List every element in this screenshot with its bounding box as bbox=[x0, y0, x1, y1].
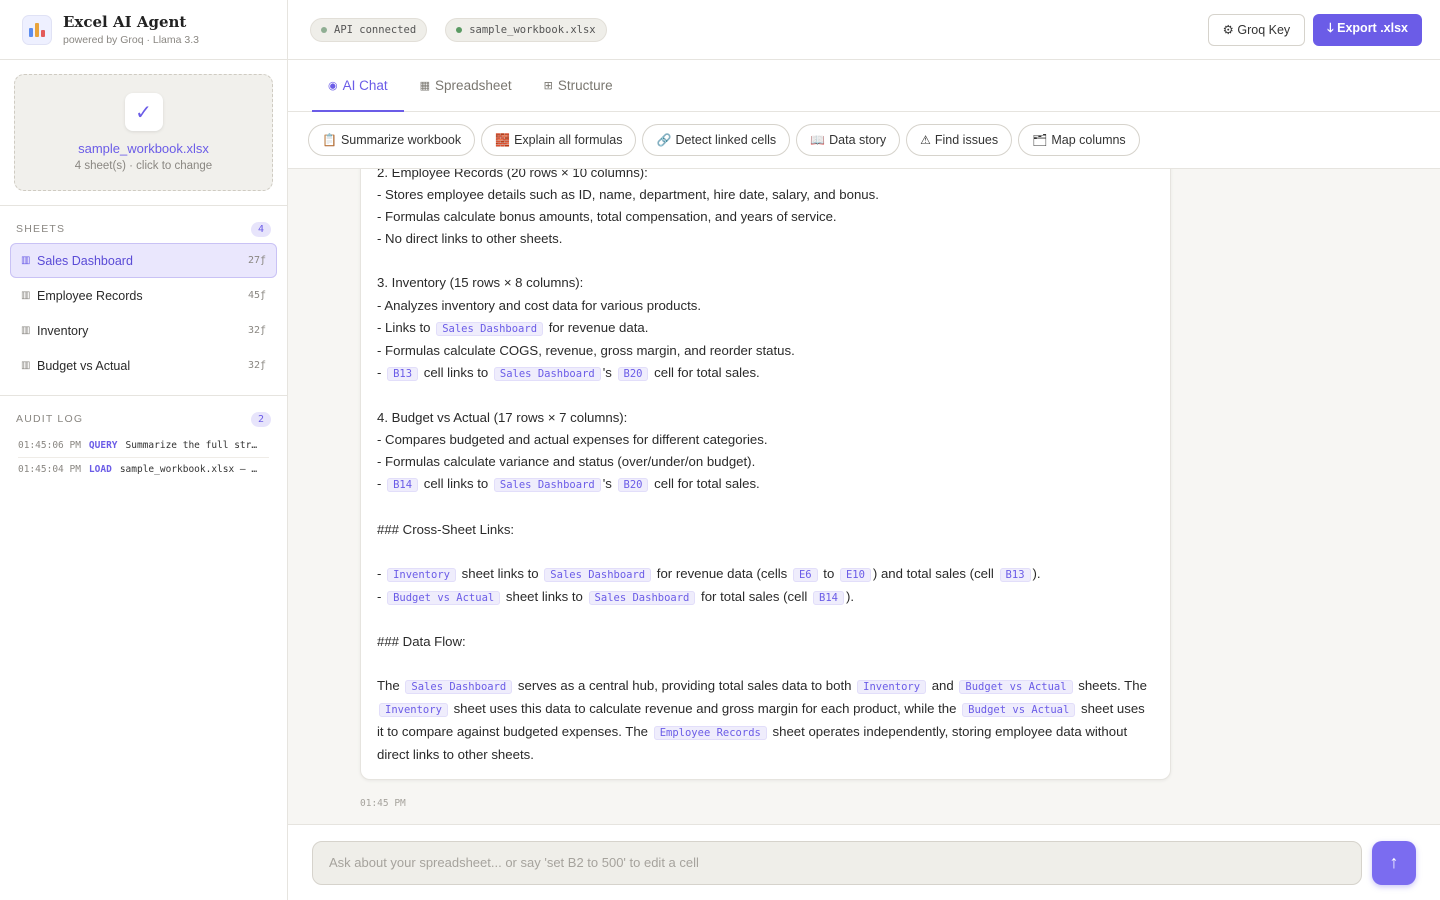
chat-input[interactable] bbox=[312, 841, 1362, 885]
message-line: - No direct links to other sheets. bbox=[377, 231, 563, 247]
message-line: ### Cross-Sheet Links: bbox=[377, 521, 515, 537]
sheet-item-inventory[interactable] bbox=[10, 313, 277, 348]
audit-type: QUERY bbox=[88, 439, 118, 451]
text: cell links to bbox=[423, 476, 489, 492]
quick-actions-bar bbox=[288, 112, 1440, 169]
composer bbox=[288, 824, 1440, 900]
code-ref: B20 bbox=[618, 367, 649, 381]
text: (20 rows × 10 columns): bbox=[503, 169, 648, 180]
chart-logo-icon bbox=[22, 15, 52, 45]
warning-icon: ⚠ bbox=[920, 133, 931, 147]
blank-line bbox=[377, 541, 1154, 563]
topbar bbox=[288, 0, 1440, 60]
audit-message: sample_workbook.xlsx — … bbox=[119, 464, 258, 475]
text: and bbox=[931, 678, 954, 694]
text: ). bbox=[1032, 565, 1041, 581]
chip-summarize-workbook[interactable] bbox=[308, 124, 475, 156]
brand-header bbox=[0, 0, 287, 60]
audit-time: 01:45:06 PM bbox=[18, 439, 81, 451]
text: 's bbox=[602, 364, 612, 380]
blank-line bbox=[377, 385, 1154, 407]
blank-line bbox=[377, 609, 1154, 631]
tab-spreadsheet[interactable] bbox=[404, 60, 528, 112]
api-status-pill bbox=[310, 18, 427, 42]
radio-icon: ◉ bbox=[328, 79, 338, 92]
code-ref: Sales Dashboard bbox=[544, 568, 651, 582]
chip-find-issues[interactable] bbox=[906, 124, 1012, 156]
file-pill bbox=[445, 18, 606, 42]
message-line bbox=[377, 169, 1154, 184]
code-ref: Sales Dashboard bbox=[494, 367, 601, 381]
sheet-item-budget-vs-actual[interactable] bbox=[10, 348, 277, 383]
text: 's bbox=[602, 476, 612, 492]
book-icon: 📖 bbox=[810, 133, 826, 147]
table-icon: ▦ bbox=[419, 79, 431, 92]
text: 4. bbox=[377, 410, 392, 426]
chip-explain-formulas[interactable] bbox=[481, 124, 636, 156]
message-line bbox=[377, 317, 1154, 340]
text: sheet operates independently, storing employee data without direct links to other sheets. bbox=[377, 724, 1128, 763]
status-dot-icon bbox=[321, 27, 327, 33]
message-line bbox=[377, 362, 1154, 385]
chip-map-columns[interactable] bbox=[1018, 124, 1140, 156]
brand-text bbox=[63, 13, 199, 46]
code-ref: Inventory bbox=[387, 568, 456, 582]
groq-key-button[interactable]: ⚙ Groq Key bbox=[1208, 14, 1305, 46]
chip-label: Data story bbox=[829, 133, 887, 147]
structure-icon: ⊞ bbox=[543, 79, 553, 92]
code-ref: Sales Dashboard bbox=[436, 322, 543, 336]
sheet-name: Inventory bbox=[37, 323, 89, 338]
bold-text: Employee Records bbox=[391, 169, 504, 180]
text: ). bbox=[845, 588, 855, 604]
main-panel bbox=[288, 0, 1440, 900]
text: 3. bbox=[377, 275, 392, 291]
grid-icon: ▥ bbox=[21, 360, 31, 371]
grid-icon: ▥ bbox=[21, 325, 31, 336]
text: - Links to bbox=[377, 319, 431, 335]
blank-line bbox=[377, 250, 1154, 272]
message-line: - Formulas calculate variance and status (over/under/on budget). bbox=[377, 454, 756, 470]
sidebar bbox=[0, 0, 288, 900]
tab-ai-chat[interactable] bbox=[312, 60, 404, 112]
send-button[interactable] bbox=[1372, 841, 1416, 885]
bold-text: Inventory bbox=[391, 275, 446, 291]
sheet-name: Budget vs Actual bbox=[37, 358, 131, 373]
sheet-name: Sales Dashboard bbox=[37, 253, 133, 268]
tab-label: Structure bbox=[557, 77, 613, 93]
upload-filename: sample_workbook.xlsx bbox=[78, 141, 209, 156]
text: cell for total sales. bbox=[654, 364, 760, 380]
code-ref: Sales Dashboard bbox=[494, 478, 601, 492]
text: sheet uses it to compare against budgeted expenses. The bbox=[377, 701, 1145, 740]
grid-icon: ▥ bbox=[21, 255, 31, 266]
text: The bbox=[377, 678, 400, 694]
text: for revenue data. bbox=[548, 319, 649, 335]
text: (15 rows × 8 columns): bbox=[445, 275, 584, 291]
sheet-item-sales-dashboard[interactable] bbox=[10, 243, 277, 278]
audit-log-section bbox=[0, 396, 287, 481]
code-ref: B13 bbox=[1000, 568, 1031, 582]
chip-data-story[interactable] bbox=[796, 124, 900, 156]
audit-list bbox=[0, 433, 287, 481]
export-xlsx-button[interactable]: 🡓 Export .xlsx bbox=[1313, 14, 1422, 46]
chip-label: Map columns bbox=[1051, 133, 1126, 147]
audit-header bbox=[0, 409, 287, 429]
app-subtitle: powered by Groq · Llama 3.3 bbox=[63, 34, 199, 46]
message-line: - Stores employee details such as ID, name, department, hire date, salary, and bonus. bbox=[377, 187, 879, 203]
arrow-up-icon: ↑ bbox=[1389, 852, 1399, 872]
audit-entry bbox=[18, 457, 269, 481]
chip-label: Find issues bbox=[934, 133, 999, 147]
code-ref: Employee Records bbox=[654, 726, 767, 740]
code-ref: Sales Dashboard bbox=[405, 680, 512, 694]
message-line: - Analyzes inventory and cost data for various products. bbox=[377, 297, 701, 313]
text: - bbox=[377, 476, 382, 492]
text: (17 rows × 7 columns): bbox=[489, 410, 628, 426]
chat-area[interactable] bbox=[288, 169, 1440, 824]
text: sheet links to bbox=[461, 565, 539, 581]
formula-count: 32ƒ bbox=[247, 325, 266, 336]
code-ref: Budget vs Actual bbox=[387, 591, 500, 605]
message-timestamp: 01:45 PM bbox=[360, 798, 406, 809]
audit-entry bbox=[18, 433, 269, 457]
link-icon: 🔗 bbox=[656, 133, 672, 147]
sheet-item-employee-records[interactable] bbox=[10, 278, 277, 313]
text: - bbox=[377, 588, 382, 604]
chip-label: Summarize workbook bbox=[340, 133, 462, 147]
tab-label: Spreadsheet bbox=[435, 77, 512, 93]
tab-label: AI Chat bbox=[342, 77, 388, 93]
sheet-name: Employee Records bbox=[37, 288, 143, 303]
blank-line bbox=[377, 653, 1154, 675]
formula-count: 45ƒ bbox=[247, 290, 266, 301]
audit-count-badge: 2 bbox=[251, 412, 271, 427]
code-ref: E6 bbox=[793, 568, 818, 582]
code-ref: Inventory bbox=[857, 680, 926, 694]
status-dot-icon bbox=[456, 27, 462, 33]
audit-title: AUDIT LOG bbox=[16, 413, 84, 425]
text: 2. bbox=[377, 169, 392, 180]
code-ref: B20 bbox=[618, 478, 649, 492]
audit-message: Summarize the full str… bbox=[125, 439, 258, 451]
sheet-list bbox=[0, 243, 287, 383]
text: for revenue data (cells bbox=[656, 565, 788, 581]
code-ref: Budget vs Actual bbox=[959, 680, 1072, 694]
check-icon: ✓ bbox=[125, 93, 163, 131]
grid-icon: ▥ bbox=[21, 290, 31, 301]
audit-type: LOAD bbox=[88, 464, 112, 475]
code-ref: B14 bbox=[813, 591, 844, 605]
code-ref: Sales Dashboard bbox=[589, 591, 696, 605]
card-index-icon: 🗂 bbox=[1032, 133, 1048, 147]
sheets-section bbox=[0, 205, 287, 396]
message-line bbox=[377, 407, 1154, 429]
text: serves as a central hub, providing total sales data to both bbox=[517, 678, 852, 694]
message-line bbox=[377, 473, 1154, 496]
message-line: - Compares budgeted and actual expenses for different categories. bbox=[377, 432, 768, 448]
assistant-message bbox=[360, 169, 1171, 780]
code-ref: Budget vs Actual bbox=[962, 703, 1075, 717]
chip-detect-linked-cells[interactable] bbox=[642, 124, 790, 156]
chip-label: Explain all formulas bbox=[514, 133, 623, 147]
text: sheet links to bbox=[505, 588, 583, 604]
formula-count: 27ƒ bbox=[247, 255, 266, 266]
text: cell for total sales. bbox=[654, 476, 760, 492]
message-line bbox=[377, 272, 1154, 294]
api-status-text: API connected bbox=[334, 23, 417, 36]
bold-text: Budget vs Actual bbox=[391, 410, 490, 426]
code-ref: Inventory bbox=[379, 703, 448, 717]
file-pill-text: sample_workbook.xlsx bbox=[469, 23, 596, 36]
tab-structure[interactable] bbox=[528, 60, 629, 112]
code-ref: E10 bbox=[840, 568, 871, 582]
text: for total sales (cell bbox=[701, 588, 808, 604]
message-paragraph bbox=[377, 675, 1154, 766]
text: to bbox=[823, 565, 835, 581]
tab-bar bbox=[288, 60, 1440, 112]
message-line bbox=[377, 586, 1154, 609]
app-title: Excel AI Agent bbox=[63, 13, 187, 31]
message-line: - Formulas calculate bonus amounts, total compensation, and years of service. bbox=[377, 209, 837, 225]
code-ref: B14 bbox=[387, 478, 418, 492]
clipboard-icon: 📋 bbox=[322, 133, 337, 147]
text: sheet uses this data to calculate revenue and gross margin for each product, while the bbox=[453, 701, 957, 717]
sheets-count-badge: 4 bbox=[251, 222, 271, 237]
chip-label: Detect linked cells bbox=[675, 133, 777, 147]
upload-subtitle: 4 sheet(s) · click to change bbox=[74, 160, 213, 172]
text: cell links to bbox=[423, 364, 489, 380]
formula-count: 32ƒ bbox=[247, 360, 266, 371]
text: sheets. The bbox=[1078, 678, 1147, 694]
code-ref: B13 bbox=[387, 367, 418, 381]
message-line: - Formulas calculate COGS, revenue, gross margin, and reorder status. bbox=[377, 342, 795, 358]
file-upload-zone[interactable] bbox=[14, 74, 273, 191]
blank-line bbox=[377, 496, 1154, 518]
message-line bbox=[377, 563, 1154, 586]
audit-time: 01:45:04 PM bbox=[18, 464, 81, 475]
text: - bbox=[377, 364, 382, 380]
bricks-icon: 🧱 bbox=[495, 133, 511, 147]
sheets-header bbox=[0, 219, 287, 239]
sheets-title: SHEETS bbox=[16, 223, 66, 235]
message-line: ### Data Flow: bbox=[377, 633, 466, 649]
text: ) and total sales (cell bbox=[872, 565, 994, 581]
text: - bbox=[377, 565, 382, 581]
